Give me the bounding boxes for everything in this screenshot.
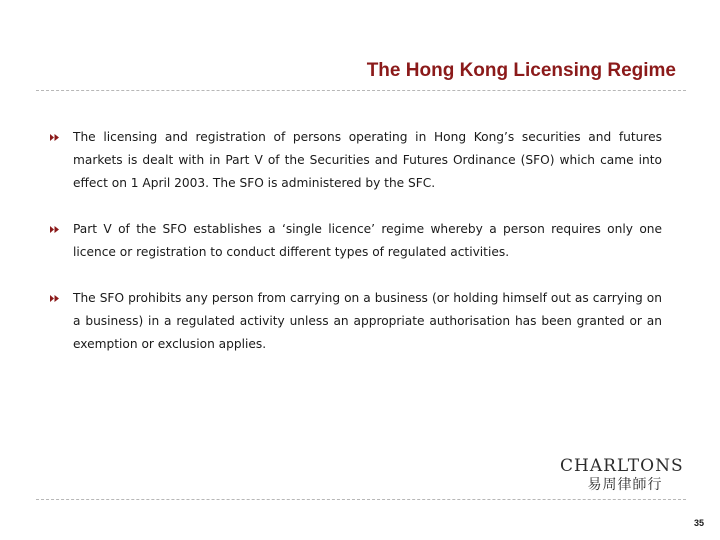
bullet-list — [50, 126, 662, 379]
bullet-text: The licensing and registration of persons operating in Hong Kong’s securities and futures markets is dealt with in Part V of the Securities and Futures Ordinance (SFO) which came into effect on 1 April 2003. The SFO is administered by the SFC. — [73, 130, 662, 190]
bottom-divider — [36, 499, 686, 500]
charltons-logo — [560, 456, 682, 494]
bullet-icon — [50, 226, 59, 233]
bullet-text: Part V of the SFO establishes a ‘single licence’ regime whereby a person requires only one licence or registration to conduct different types of regulated activities. — [73, 222, 662, 259]
bullet-item — [50, 287, 662, 356]
bullet-icon — [50, 295, 59, 302]
bullet-item — [50, 126, 662, 195]
logo-name-en: CHARLTONS — [560, 456, 684, 476]
page-number: 35 — [693, 518, 704, 528]
top-divider — [36, 90, 686, 91]
bullet-icon — [50, 134, 59, 141]
slide-title: The Hong Kong Licensing Regime — [366, 60, 676, 81]
bullet-text: The SFO prohibits any person from carrying on a business (or holding himself out as carrying on a business) in a regulated activity unless an appropriate authorisation has been granted or an exemption or exclusion applies. — [73, 291, 662, 351]
bullet-item — [50, 218, 662, 264]
logo-name-zh: 易周律師行 — [587, 477, 663, 493]
